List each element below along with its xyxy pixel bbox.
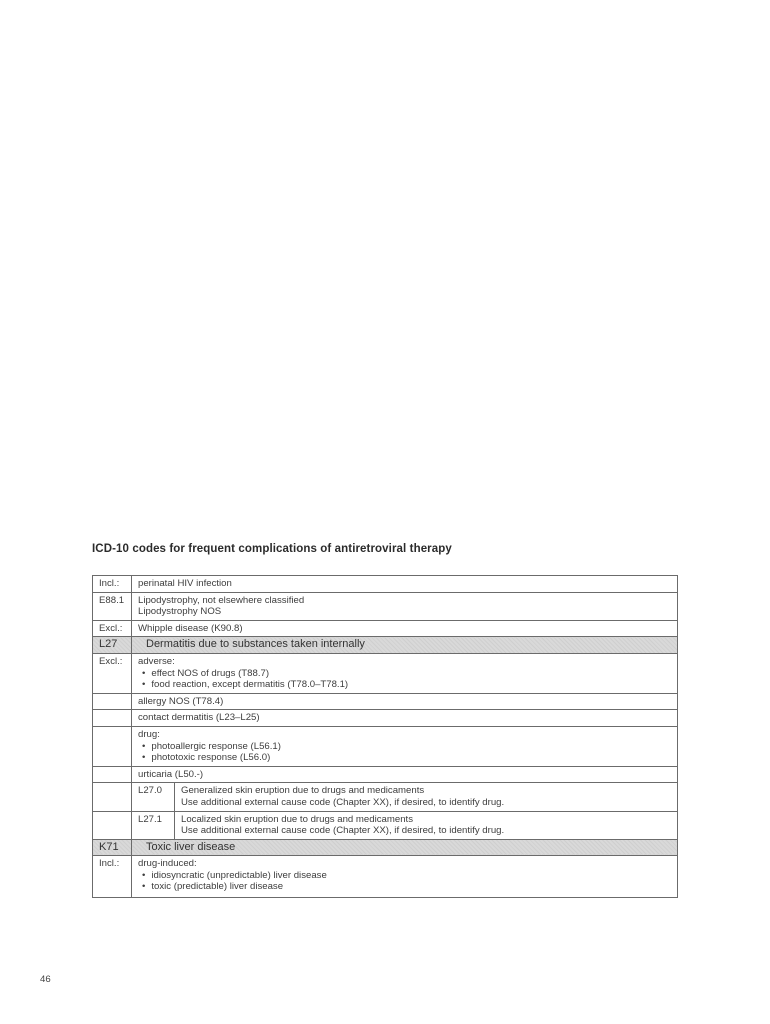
row-code: [93, 693, 132, 710]
row-text: [132, 783, 678, 811]
section-title: [132, 637, 678, 654]
subcode-text: [174, 783, 677, 810]
table-row: [93, 856, 678, 898]
row-line: Use additional external cause code (Chapter XX), if desired, to identify drug.: [181, 796, 505, 808]
row-code: Excl.:: [93, 620, 132, 637]
row-text: [132, 811, 678, 839]
bullet-item: • toxic (predictable) liver disease: [138, 881, 677, 893]
section-code: L27: [93, 637, 132, 654]
row-text: allergy NOS (T78.4): [132, 693, 678, 710]
page-number: 46: [40, 974, 51, 985]
table-row: [93, 693, 678, 710]
row-text: perinatal HIV infection: [132, 576, 678, 593]
row-text: urticaria (L50.-): [132, 766, 678, 783]
row-text: [132, 856, 678, 898]
row-text: Whipple disease (K90.8): [132, 620, 678, 637]
row-code: [93, 783, 132, 811]
icd10-table: [92, 575, 678, 898]
row-line: Lipodystrophy, not elsewhere classified: [138, 594, 305, 606]
table-row: [93, 811, 678, 839]
table-row: [93, 783, 678, 811]
table-row: [93, 710, 678, 727]
row-text: [132, 653, 678, 693]
section-header-l27: [93, 637, 678, 654]
bullet-item: • phototoxic response (L56.0): [138, 752, 677, 764]
row-text: [132, 592, 678, 620]
row-line: drug-induced:: [138, 858, 197, 870]
bullet-item: • photoallergic response (L56.1): [138, 741, 677, 753]
row-code: [93, 710, 132, 727]
table-row: [93, 620, 678, 637]
subcode-entry: [138, 814, 677, 837]
row-line: drug:: [138, 728, 160, 740]
bullet-item: • idiosyncratic (unpredictable) liver disease: [138, 870, 677, 882]
row-line: adverse:: [138, 655, 175, 667]
row-text: contact dermatitis (L23–L25): [132, 710, 678, 727]
table-row: [93, 653, 678, 693]
row-line: Lipodystrophy NOS: [138, 606, 222, 618]
row-line: Localized skin eruption due to drugs and medicaments: [181, 813, 413, 825]
table-row: [93, 726, 678, 766]
row-code: Incl.:: [93, 576, 132, 593]
table-row: [93, 576, 678, 593]
bullet-item: • food reaction, except dermatitis (T78.0–T78.1): [138, 679, 677, 691]
row-text: [132, 726, 678, 766]
table-title: ICD-10 codes for frequent complications of antiretroviral therapy: [92, 543, 452, 555]
subcode: L27.0: [138, 785, 163, 797]
row-code: Incl.:: [93, 856, 132, 898]
section-title-text: Dermatitis due to substances taken internally: [146, 638, 365, 651]
table-row: [93, 766, 678, 783]
section-code: K71: [93, 839, 132, 856]
subcode: L27.1: [138, 813, 163, 825]
section-title: [132, 839, 678, 856]
section-header-k71: [93, 839, 678, 856]
row-code: [93, 766, 132, 783]
row-line: Use additional external cause code (Chapter XX), if desired, to identify drug.: [181, 825, 505, 837]
subcode-text: [174, 812, 677, 839]
row-code: E88.1: [93, 592, 132, 620]
row-code: [93, 811, 132, 839]
table-row: [93, 592, 678, 620]
section-title-text: Toxic liver disease: [146, 840, 236, 853]
row-line: Generalized skin eruption due to drugs and medicaments: [181, 785, 425, 797]
bullet-item: • effect NOS of drugs (T88.7): [138, 668, 677, 680]
row-code: [93, 726, 132, 766]
subcode-entry: [138, 785, 677, 808]
row-code: Excl.:: [93, 653, 132, 693]
